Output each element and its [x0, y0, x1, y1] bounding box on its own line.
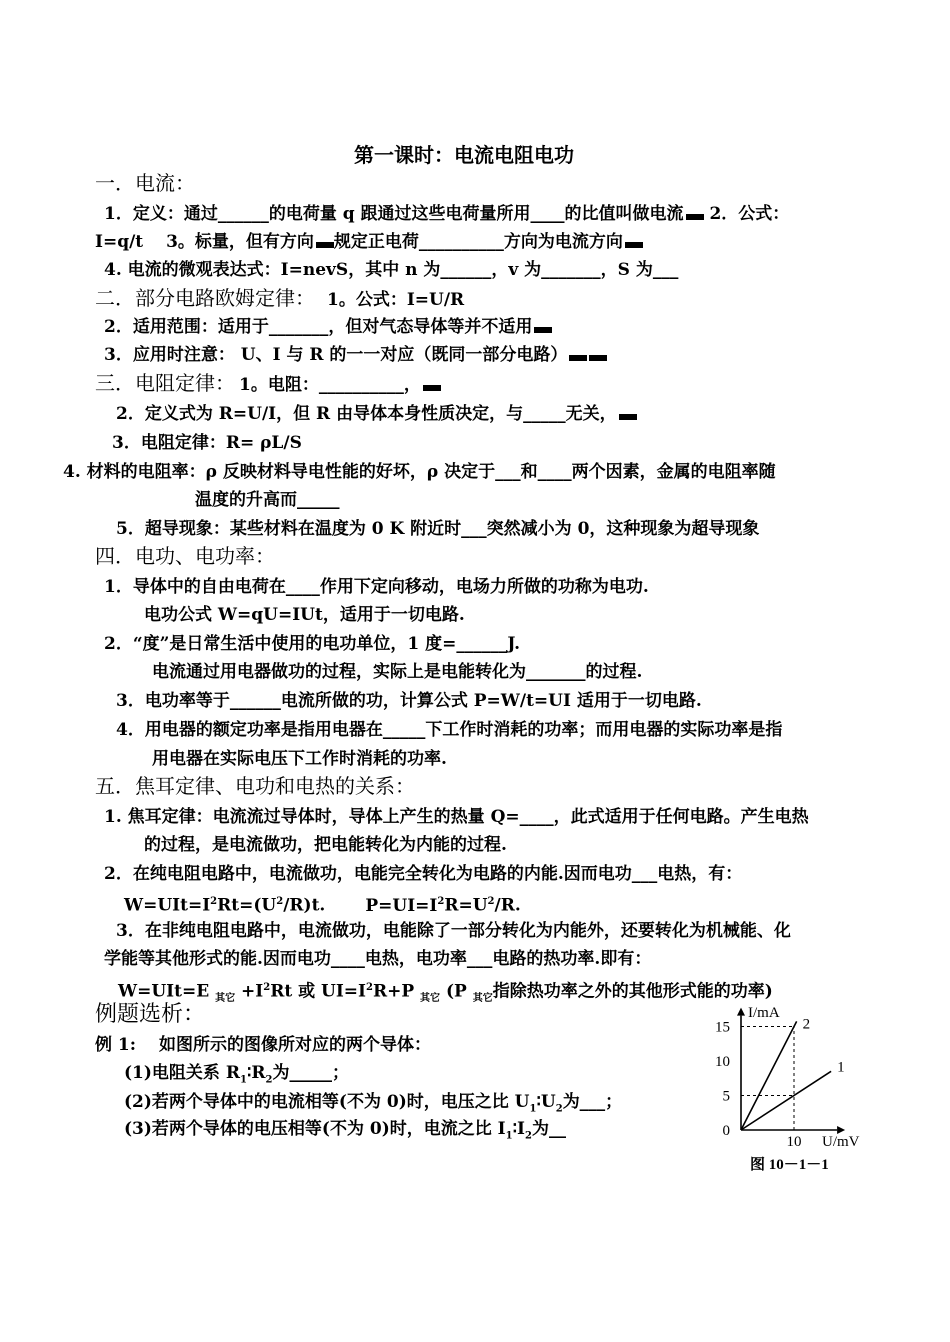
y-tick-label: 15 — [715, 1019, 730, 1036]
s3-line2: 2．定义式为 R=U/I，但 R 由导体本身性质决定，与_____无关， — [116, 403, 637, 425]
figure-caption: 图 10－1－1 — [750, 1157, 829, 1173]
series-line-1 — [741, 1071, 831, 1130]
section-2-heading-line: 二．部分电路欧姆定律： 1。公式：I=U/R — [95, 286, 465, 310]
section-4-heading: 四．电功、电功率： — [95, 544, 275, 568]
section-1-heading: 一．电流： — [95, 171, 195, 195]
s5-line3b: 学能等其他形式的能.因而电功____电热，电功率___电路的热功率.即有： — [104, 949, 652, 969]
example-1-part-1: (1)电阻关系 $R_1∶R_2$为_____； — [124, 1063, 349, 1086]
mark-icon — [569, 355, 587, 361]
y-tick-label: 0 — [722, 1123, 730, 1139]
mark-icon — [686, 214, 704, 220]
s5-line3a: 3．在非纯电阻电路中，电流做功，电能除了一部分转化为内能外，还要转化为机械能、化 — [116, 921, 791, 941]
s4-line4b: 用电器在实际电压下工作时消耗的功率. — [152, 749, 447, 769]
equation-non-pure-resistance: W=UIt=E $_{其它} +I^2Rt$ 或 $UI=I^2R+P$ $_{其它}$ (P $_{其它}$指除热功率之外的其他形式能的功率) — [118, 981, 773, 1005]
s3-line5: 5．超导现象：某些材料在温度为 0 K 附近时___突然减小为 0，这种现象为超导现象 — [116, 519, 760, 539]
s4-line1b: 电功公式 W=qU=IUt，适用于一切电路. — [144, 605, 465, 625]
mark-icon — [589, 355, 607, 361]
mark-icon — [423, 385, 441, 391]
example-1-question: 例 1: 如图所示的图像所对应的两个导体： — [95, 1035, 431, 1055]
y-tick-label: 5 — [722, 1088, 730, 1105]
s5-line1a: 1. 焦耳定律：电流流过导体时，导体上产生的热量 Q=____，此式适用于任何电路。产生电热 — [104, 807, 809, 827]
s1-line3: 4. 电流的微观表达式：I=nevS，其中 n 为______，v 为_______，S 为___ — [104, 260, 679, 280]
s5-line1b: 的过程，是电流做功，把电能转化为内能的过程. — [144, 835, 507, 855]
s4-line3: 3．电功率等于______电流所做的功，计算公式 P=W/t=UI 适用于一切电路. — [116, 691, 702, 711]
equation-pure-resistance: $W=UIt=I^2Rt=(U^2/R)t$. $P=UI=I^2R=U^2/R$. — [124, 895, 521, 916]
example-1-part-3: (3)若两个导体的电压相等(不为 0)时，电流之比 $I_1∶I_2$为__ — [124, 1119, 566, 1142]
s3-line3: 3．电阻定律：R= ρL/S — [112, 433, 302, 453]
section-3-heading: 三．电阻定律： — [95, 371, 235, 395]
mark-icon — [625, 242, 643, 248]
s4-line2b: 电流通过用电器做功的过程，实际上是电能转化为_______的过程. — [152, 662, 643, 682]
s5-line2a: 2．在纯电阻电路中，电流做功，电能完全转化为电路的内能.因而电功___电热，有： — [104, 864, 743, 884]
mark-icon — [534, 327, 552, 333]
y-axis-label: I/mA — [748, 1005, 780, 1021]
series-label-1: 1 — [837, 1059, 845, 1076]
s1-line2: I=q/t 3。标量，但有方向 规定正电荷__________方向为电流方向 — [95, 231, 643, 253]
series-label-2: 2 — [802, 1016, 811, 1033]
mark-icon — [619, 414, 637, 420]
series-line-2 — [741, 1021, 797, 1130]
x-tick-label: 10 — [786, 1134, 802, 1150]
iu-graph — [700, 1002, 880, 1177]
s2-line1: 2．适用范围：适用于_______，但对气态导体等并不适用 — [104, 316, 552, 338]
s2-line2: 3．应用时注意： U、I 与 R 的一一对应（既同一部分电路） — [104, 344, 607, 366]
s1-line1: 1．定义：通过______的电荷量 q 跟通过这些电荷量所用____的比值叫做电流 2．公式： — [104, 204, 790, 224]
mark-icon — [316, 242, 334, 248]
s4-line4a: 4．用电器的额定功率是指用电器在_____下工作时消耗的功率；而用电器的实际功率是指 — [116, 720, 783, 740]
y-axis-arrow-icon — [737, 1008, 745, 1016]
x-axis-label: U/mV — [822, 1134, 860, 1150]
page-title: 第一课时：电流电阻电功 — [354, 143, 574, 167]
s3-line4a: 4. 材料的电阻率：ρ 反映材料导电性能的好坏，ρ 决定于___和____两个因素，金属的电阻率随 — [63, 462, 776, 482]
section-2-heading: 二．部分电路欧姆定律： — [95, 286, 315, 310]
examples-heading: 例题选析： — [95, 1002, 206, 1027]
s4-line1a: 1．导体中的自由电荷在____作用下定向移动，电场力所做的功称为电功. — [104, 577, 649, 597]
s3-line4b: 温度的升高而_____ — [195, 490, 340, 510]
section-3-heading-line: 三．电阻定律： 1。电阻：__________， — [95, 372, 441, 396]
s4-line2a: 2．“度”是日常生活中使用的电功单位，1 度=______J. — [104, 634, 521, 654]
x-axis-arrow-icon — [837, 1126, 845, 1134]
y-tick-label: 10 — [715, 1054, 730, 1070]
section-5-heading: 五．焦耳定律、电功和电热的关系： — [95, 774, 415, 798]
example-1-part-2: (2)若两个导体中的电流相等(不为 0)时，电压之比 $U_1∶U_2$为___； — [124, 1092, 623, 1115]
